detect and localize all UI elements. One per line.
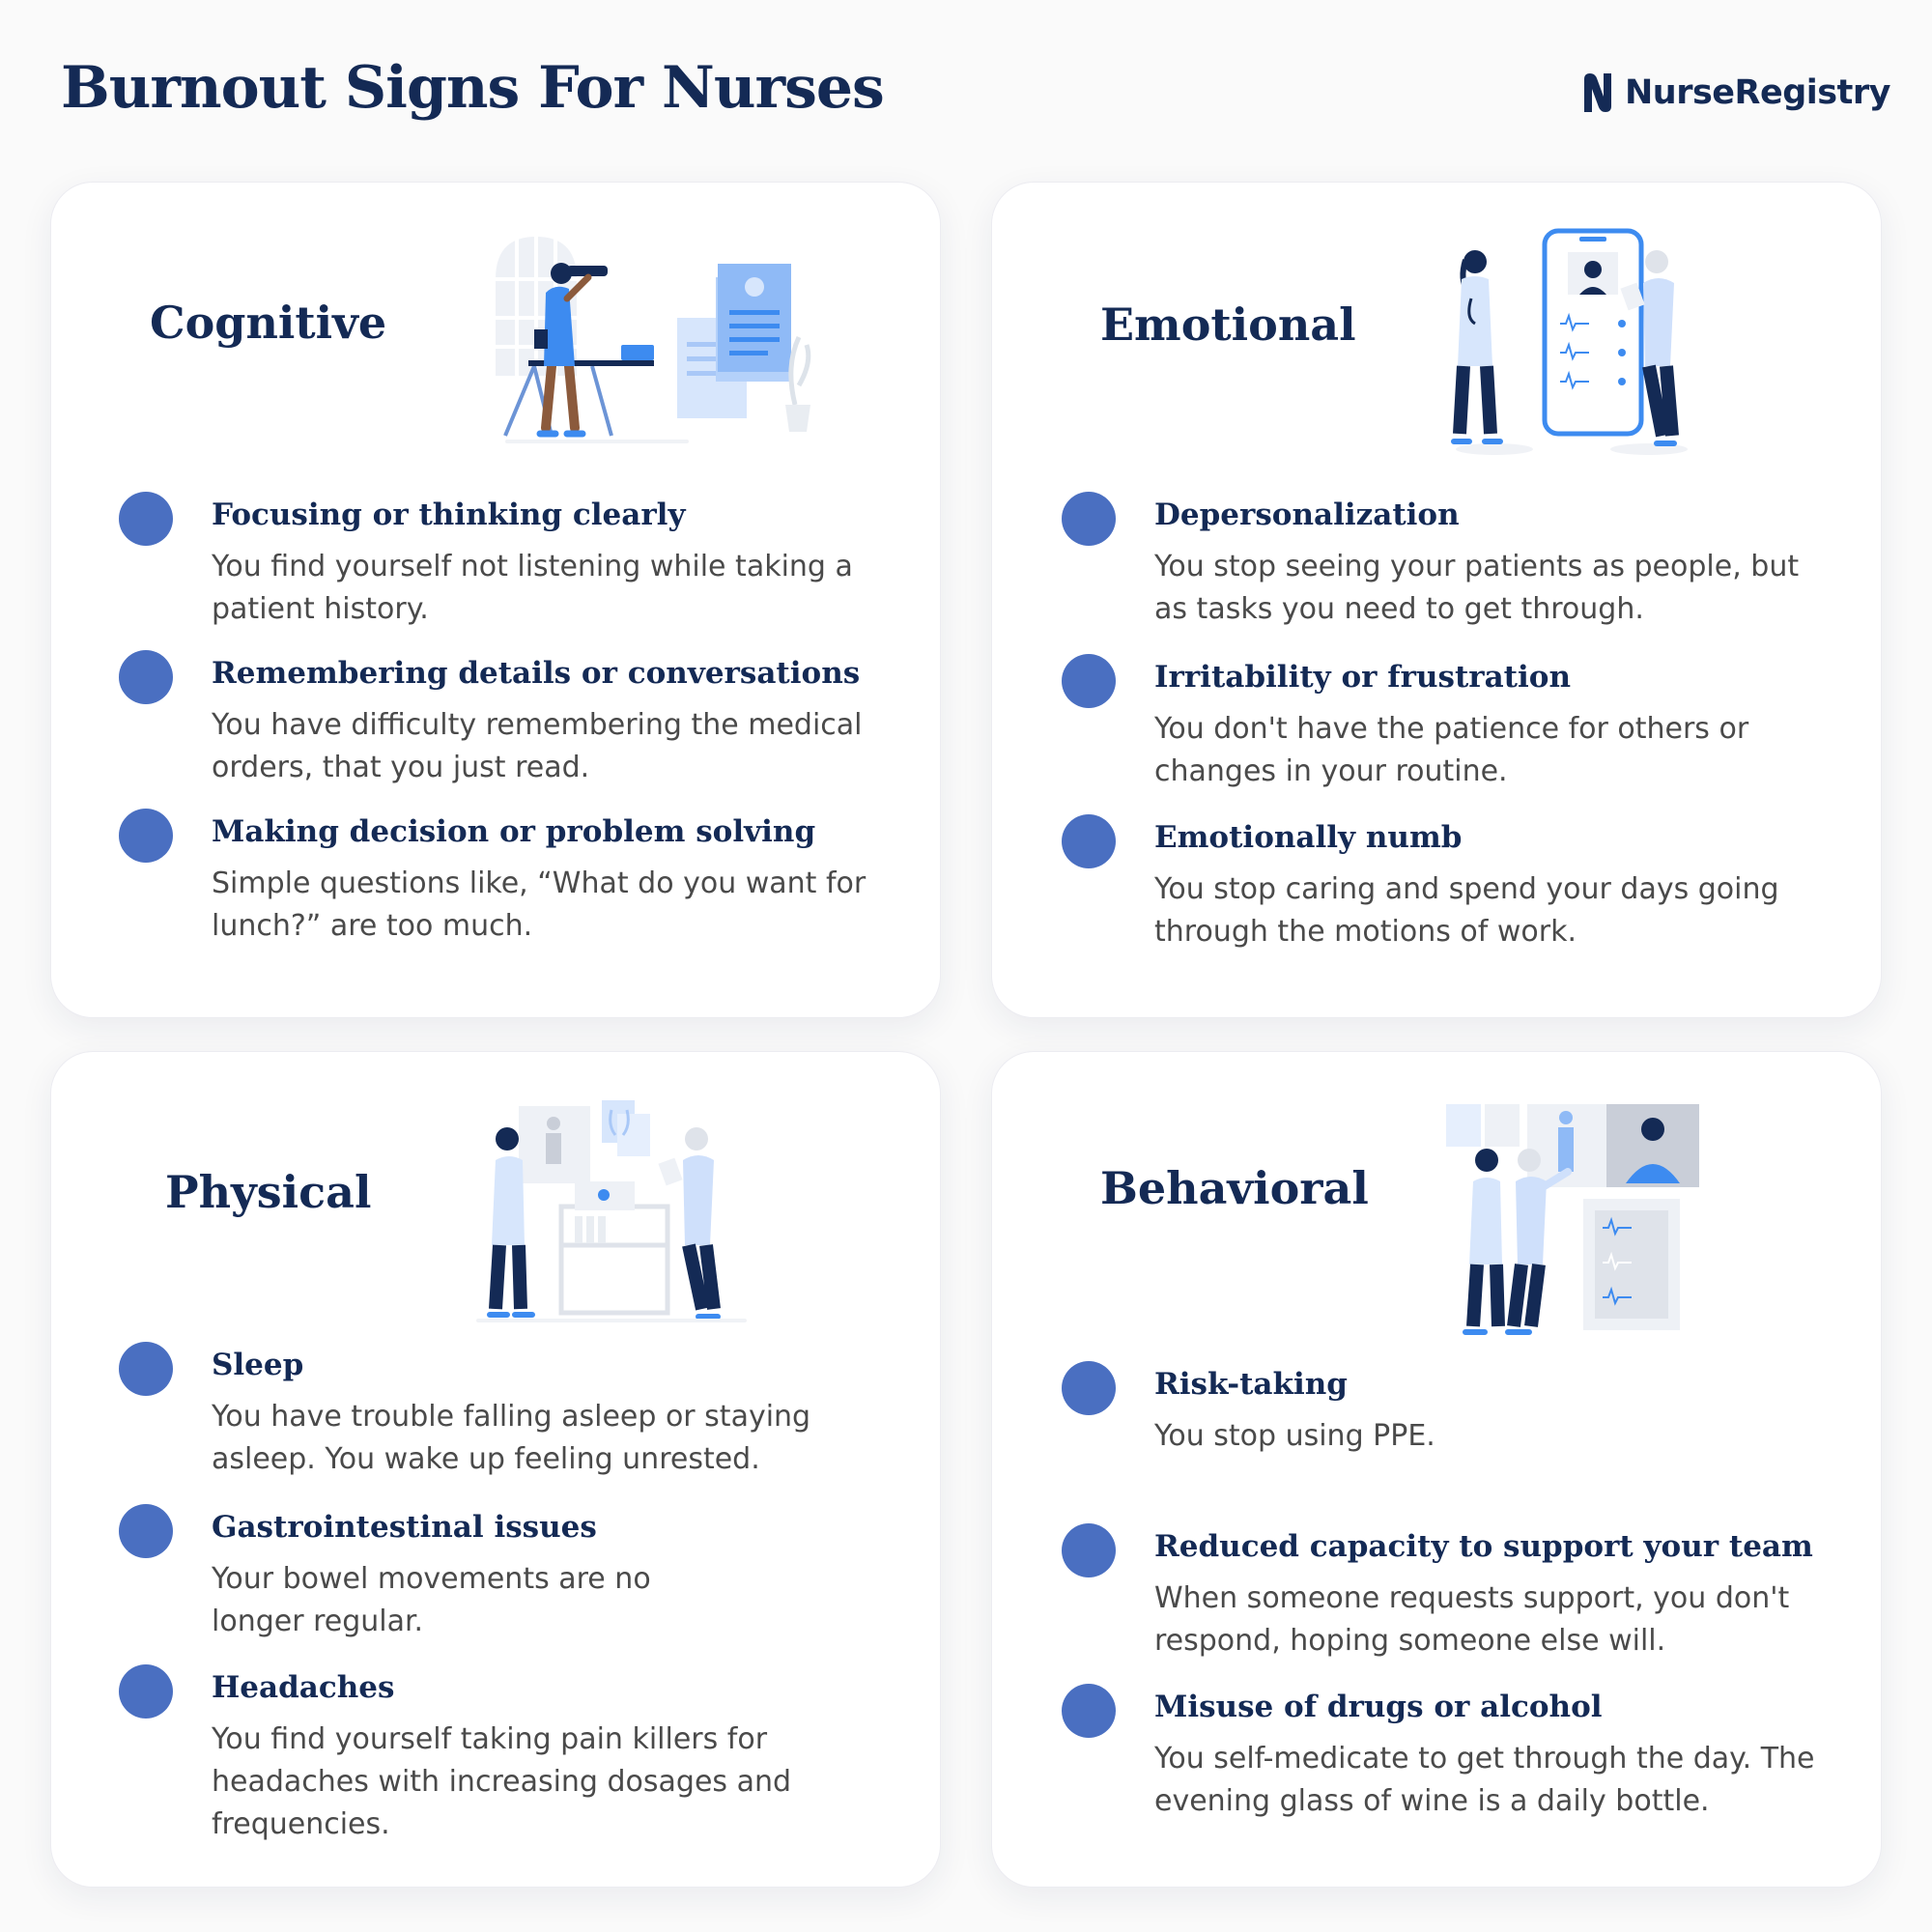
brand-logo[interactable] <box>1580 70 1890 116</box>
item-title: Headaches <box>212 1670 395 1705</box>
card-physical <box>50 1051 941 1888</box>
list-item <box>1062 1684 1834 1823</box>
list-item <box>119 1504 892 1643</box>
item-title: Depersonalization <box>1154 497 1460 532</box>
item-description: You stop seeing your patients as people, but as tasks you need to get through. <box>1154 550 1800 626</box>
card-title: Behavioral <box>1100 1162 1369 1214</box>
item-description: You stop using PPE. <box>1154 1419 1435 1453</box>
item-title: Remembering details or conversations <box>212 656 861 691</box>
bullet-dot-icon <box>1062 1523 1116 1577</box>
list-item <box>119 1342 892 1481</box>
bullet-dot-icon <box>1062 1361 1116 1415</box>
item-description: When someone requests support, you don't respond, hoping someone else will. <box>1154 1581 1790 1658</box>
list-item <box>1062 814 1834 953</box>
list-item <box>119 1664 892 1846</box>
item-description: You find yourself not listening while taking a patient history. <box>212 550 853 626</box>
item-title: Gastrointestinal issues <box>212 1510 597 1545</box>
item-description: You find yourself taking pain killers for headaches with increasing dosages and frequencies. <box>212 1722 792 1841</box>
item-description: You have difficulty remembering the medical orders, that you just read. <box>212 708 863 784</box>
item-title: Focusing or thinking clearly <box>212 497 686 532</box>
item-title: Irritability or frustration <box>1154 660 1571 695</box>
card-title: Cognitive <box>150 297 387 349</box>
item-description: You don't have the patience for others or changes in your routine. <box>1154 712 1749 788</box>
list-item <box>119 809 892 948</box>
item-title: Misuse of drugs or alcohol <box>1154 1690 1603 1724</box>
item-description: Your bowel movements are no longer regular. <box>212 1562 651 1638</box>
list-item <box>1062 654 1834 793</box>
doctors-video-call-illustration <box>1436 1091 1765 1342</box>
bullet-dot-icon <box>119 809 173 863</box>
nurse-telescope-illustration <box>467 221 834 453</box>
item-title: Risk-taking <box>1154 1367 1348 1402</box>
card-title: Emotional <box>1100 298 1356 351</box>
item-title: Making decision or problem solving <box>212 814 816 849</box>
bullet-dot-icon <box>1062 492 1116 546</box>
item-title: Sleep <box>212 1348 304 1382</box>
card-emotional <box>991 182 1882 1018</box>
item-title: Reduced capacity to support your team <box>1154 1529 1813 1564</box>
card-title: Physical <box>165 1166 372 1218</box>
item-description: You self-medicate to get through the day. The evening glass of wine is a daily bottle. <box>1154 1742 1815 1818</box>
bullet-dot-icon <box>1062 1684 1116 1738</box>
bullet-dot-icon <box>119 1342 173 1396</box>
item-description: Simple questions like, “What do you want for lunch?” are too much. <box>212 867 867 943</box>
item-description: You have trouble falling asleep or staying asleep. You wake up feeling unrested. <box>212 1400 811 1476</box>
list-item <box>1062 1361 1834 1458</box>
list-item <box>1062 492 1834 631</box>
bullet-dot-icon <box>119 1664 173 1719</box>
bullet-dot-icon <box>1062 654 1116 708</box>
list-item <box>119 492 892 631</box>
n-logo-icon <box>1580 70 1615 116</box>
bullet-dot-icon <box>119 650 173 704</box>
bullet-dot-icon <box>119 492 173 546</box>
item-title: Emotionally numb <box>1154 820 1463 855</box>
card-behavioral <box>991 1051 1882 1888</box>
list-item <box>119 650 892 789</box>
list-item <box>1062 1523 1834 1662</box>
doctors-phone-illustration <box>1417 221 1746 463</box>
card-cognitive <box>50 182 941 1018</box>
bullet-dot-icon <box>1062 814 1116 868</box>
bullet-dot-icon <box>119 1504 173 1558</box>
doctors-xray-illustration <box>457 1091 785 1332</box>
page-title: Burnout Signs For Nurses <box>61 54 884 122</box>
item-description: You stop caring and spend your days going through the motions of work. <box>1154 872 1779 949</box>
brand-name: NurseRegistry <box>1625 73 1890 112</box>
